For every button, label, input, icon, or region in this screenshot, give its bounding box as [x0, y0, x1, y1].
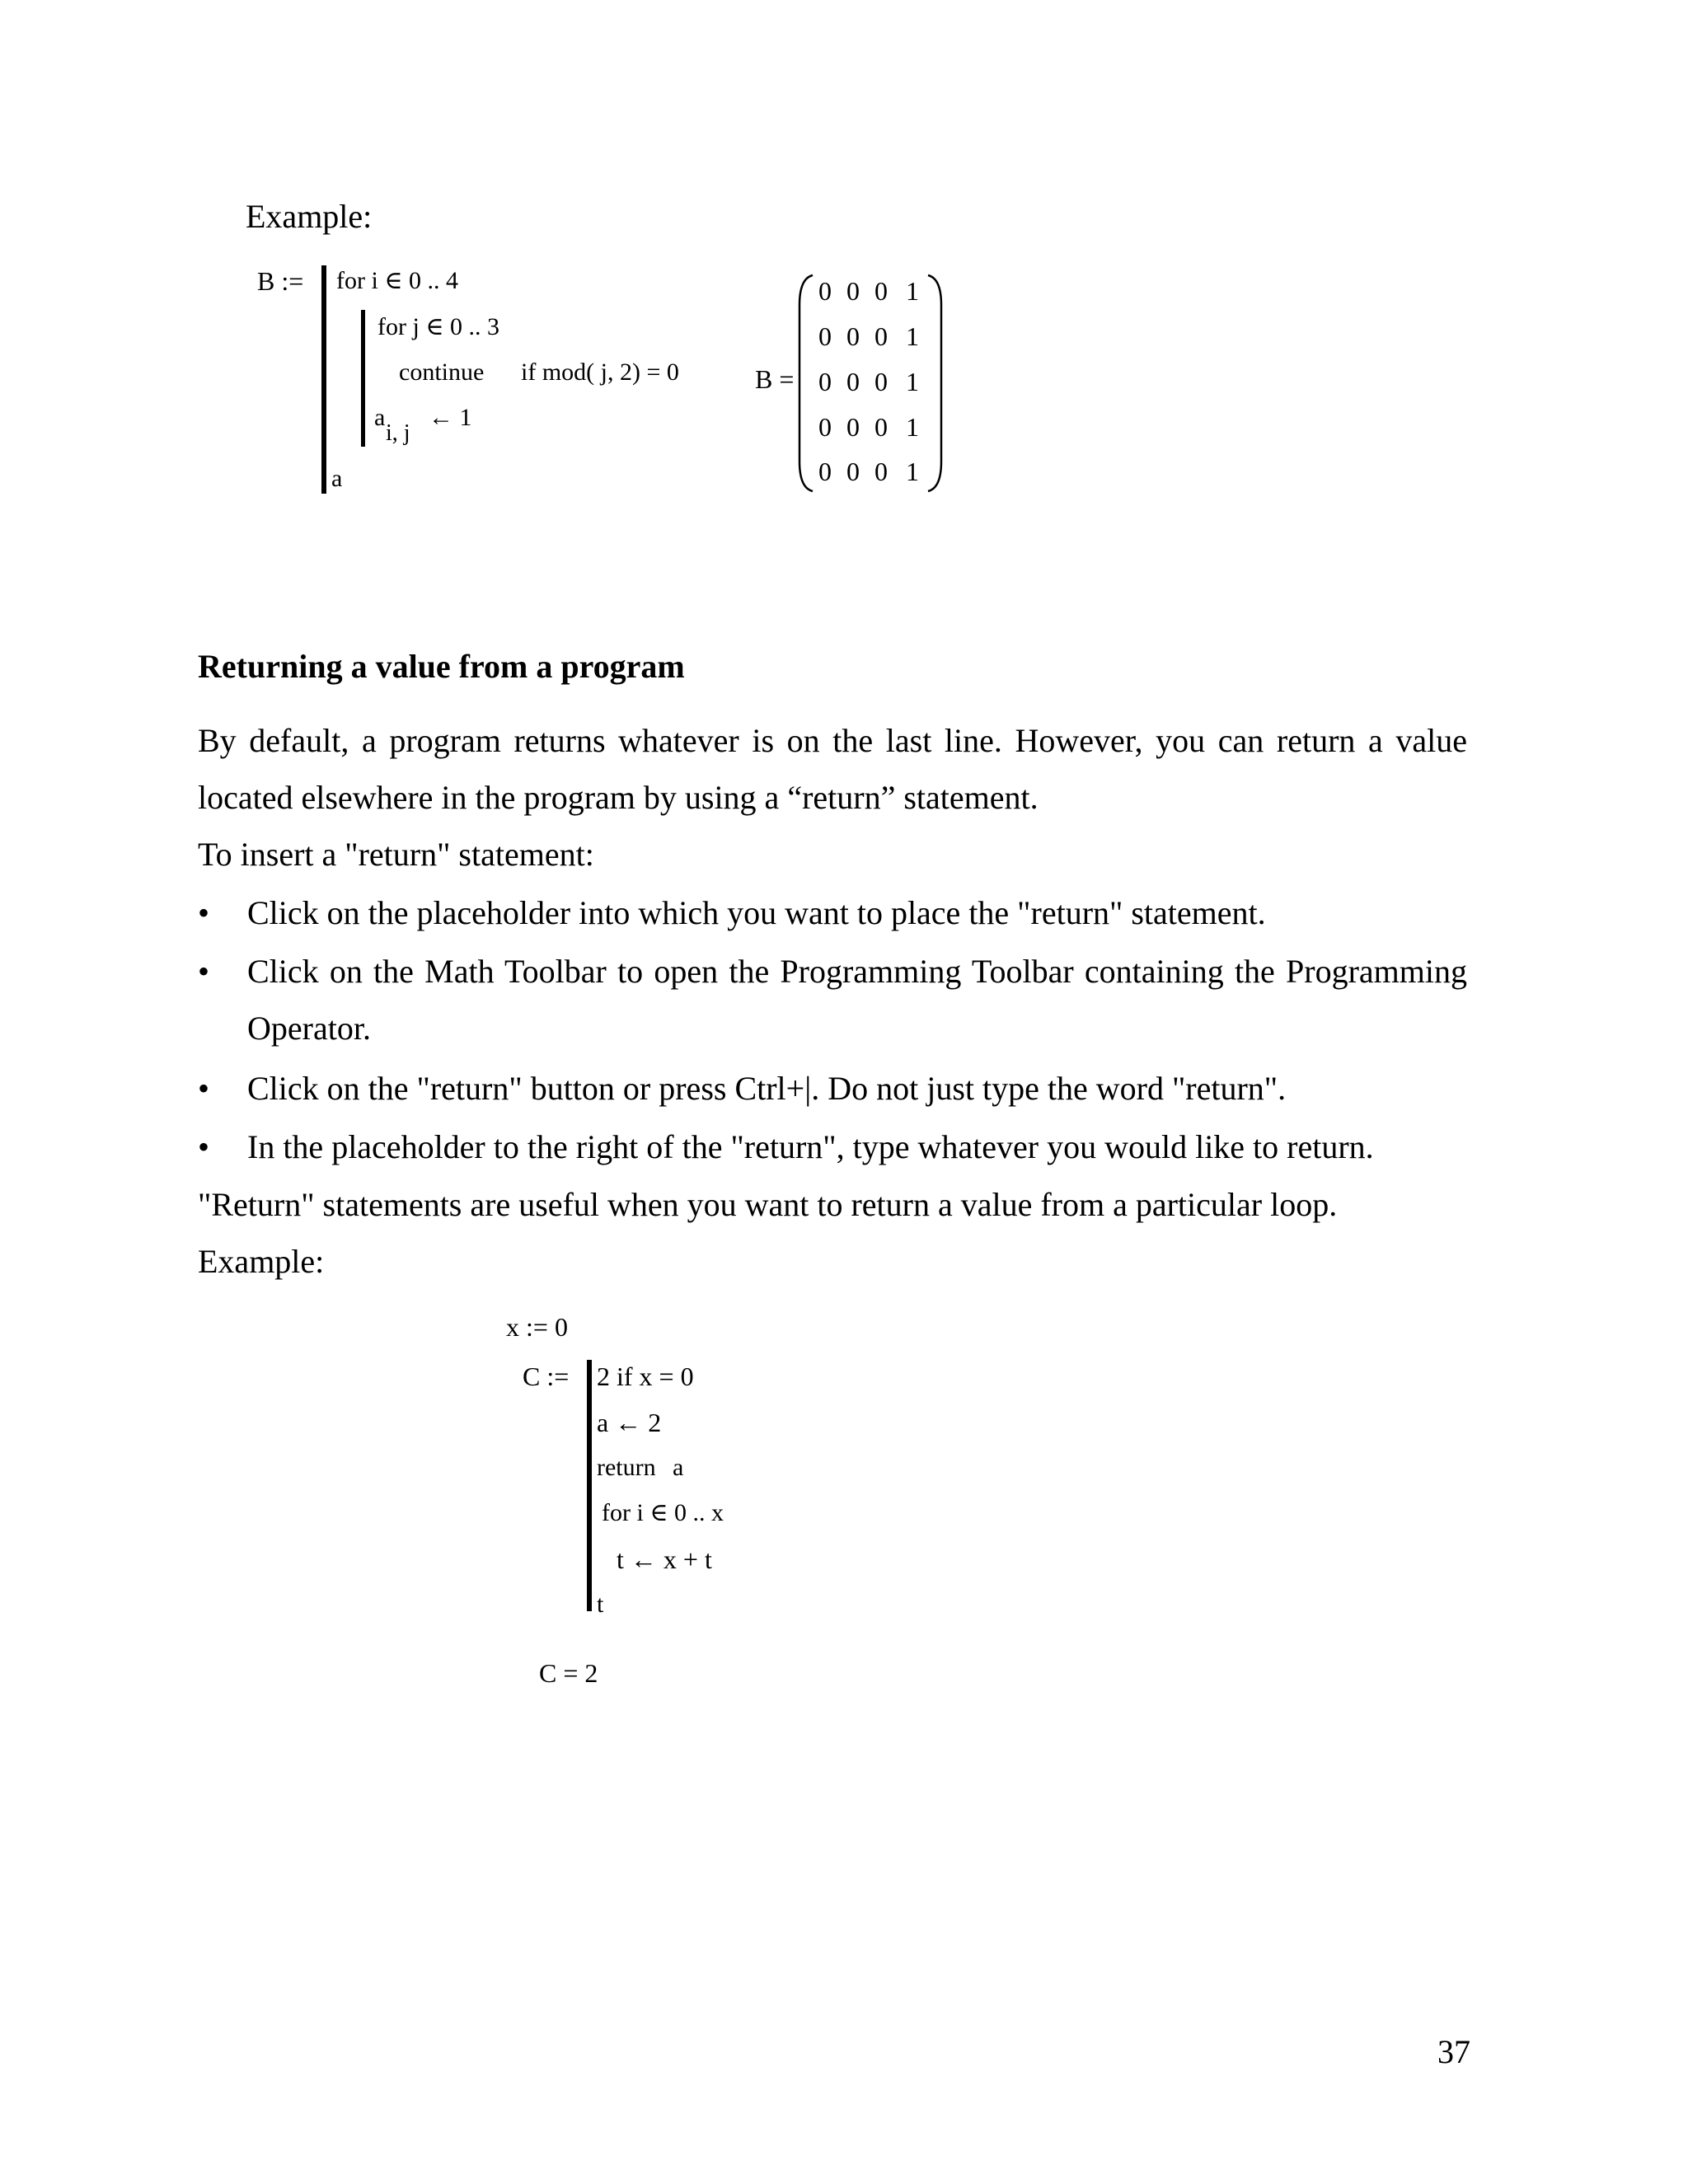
matrix-cell: 0: [818, 412, 832, 442]
matrix-cell: 1: [906, 412, 919, 442]
matrix-cell: 0: [846, 276, 860, 306]
program-bar-c: [587, 1360, 592, 1611]
bullet-icon: •: [198, 894, 210, 931]
matrix-cell: 0: [818, 276, 832, 306]
matrix-cell: 1: [906, 321, 919, 351]
matrix-cell: 0: [818, 457, 832, 486]
bullet-text: Click on the Math Toolbar to open the Programming Toolbar containing the Programming: [247, 953, 1467, 990]
return-var-t: t: [597, 1591, 604, 1618]
matrix-cell: 1: [906, 276, 919, 306]
matrix-cell: 0: [874, 321, 888, 351]
matrix-cell: 1: [906, 457, 919, 486]
result-c: C = 2: [539, 1658, 598, 1688]
x-definition: x := 0: [506, 1312, 568, 1342]
matrix-cell: 0: [874, 367, 888, 396]
loop-body-line: t ← x + t: [617, 1544, 712, 1574]
list-item: [198, 884, 1467, 941]
paragraph-1-line-1: By default, a program returns whatever is on the last line. However, you can return a value: [198, 722, 1467, 759]
bullet-icon: •: [198, 1128, 210, 1165]
matrix-cell: 0: [874, 276, 888, 306]
bullet-text: In the placeholder to the right of the "return", type whatever you would like to return.: [247, 1128, 1374, 1165]
matrix-cell: 0: [846, 321, 860, 351]
bullet-text-continued: Operator.: [247, 1010, 371, 1047]
list-item: [198, 1060, 1467, 1117]
example-label: Example:: [246, 198, 373, 235]
matrix-cell: 0: [818, 321, 832, 351]
return-var: a: [673, 1454, 684, 1481]
assign-lhs-c: C :=: [523, 1361, 570, 1391]
for-loop-line: for i ∈ 0 .. x: [602, 1499, 724, 1526]
right-paren: [925, 272, 946, 494]
matrix-cell: 0: [846, 457, 860, 486]
paragraph-3: "Return" statements are useful when you want to return a value from a particular loop.: [198, 1186, 1338, 1223]
bullet-text: Click on the placeholder into which you want to place the "return" statement.: [247, 894, 1266, 931]
matrix-cell: 0: [846, 367, 860, 396]
assign-one: ← 1: [429, 404, 472, 431]
inner-for-line: for j ∈ 0 .. 3: [377, 313, 500, 340]
bullet-text: Click on the "return" button or press Ctrl+|. Do not just type the word "return".: [247, 1070, 1287, 1107]
result-lhs: B =: [755, 364, 795, 394]
matrix-element-var: a: [374, 404, 386, 431]
program-bar: [321, 265, 326, 494]
matrix-cell: 0: [846, 412, 860, 442]
list-item: [198, 943, 1467, 1057]
page-number: 37: [1437, 2033, 1470, 2070]
list-item: [198, 1118, 1467, 1175]
matrix-cell: 0: [874, 412, 888, 442]
example-label-2: Example:: [198, 1243, 325, 1280]
program-line-1: 2 if x = 0: [597, 1361, 694, 1391]
matrix-cell: 0: [874, 457, 888, 486]
return-keyword: return: [597, 1454, 656, 1481]
paragraph-1-line-2: located elsewhere in the program by using a “return” statement.: [198, 779, 1039, 816]
matrix-cell: 1: [906, 367, 919, 396]
bullet-icon: •: [198, 1070, 210, 1107]
program-line-2: a ← 2: [597, 1408, 662, 1437]
bullet-icon: •: [198, 953, 210, 990]
inner-for-bar: [361, 310, 365, 447]
continue-keyword: continue: [399, 359, 485, 386]
assign-lhs: B :=: [257, 266, 304, 296]
return-var-a: a: [331, 465, 343, 492]
continue-condition: if mod( j, 2) = 0: [521, 359, 679, 386]
section-heading: Returning a value from a program: [198, 648, 685, 685]
matrix-element-subscript: i, j: [386, 420, 410, 446]
paragraph-2: To insert a "return" statement:: [198, 836, 594, 873]
outer-for-line: for i ∈ 0 .. 4: [336, 267, 459, 294]
matrix-cell: 0: [818, 367, 832, 396]
